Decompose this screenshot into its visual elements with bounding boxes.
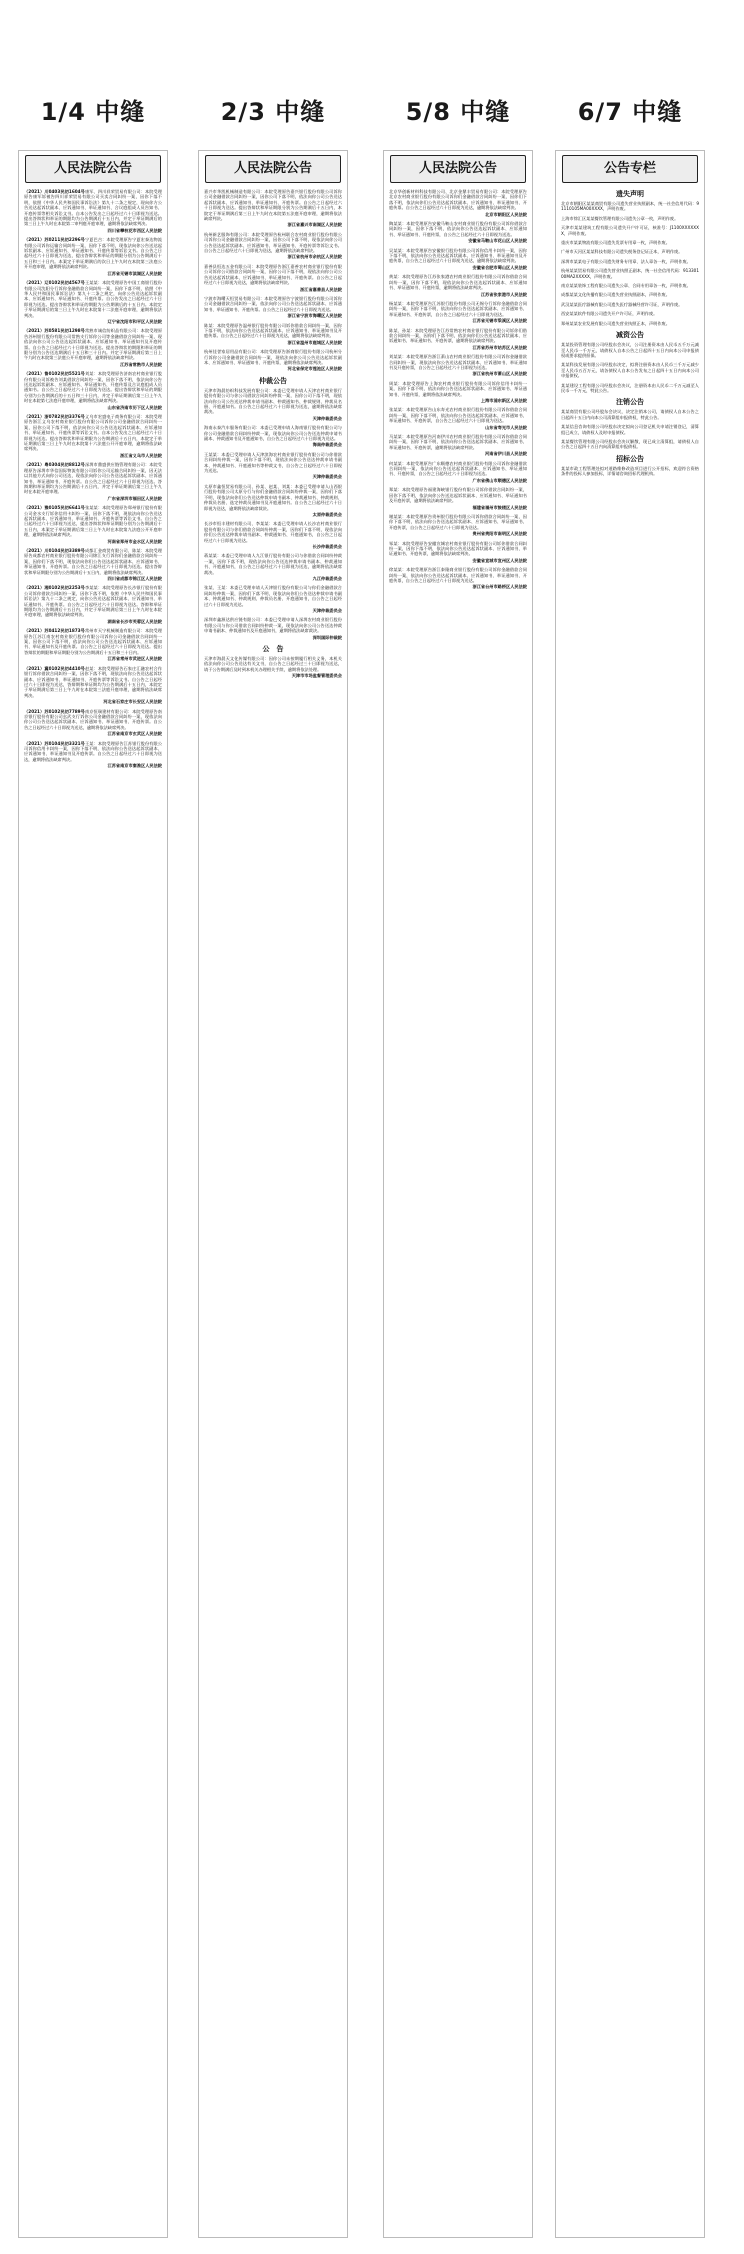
notice-item: [561, 466, 699, 477]
case-number: （2021）苏0581民初1298号: [24, 328, 85, 334]
notice-item: [24, 628, 162, 661]
issuing-authority: 浙江省杭州市余杭区人民法院: [287, 254, 342, 260]
notice-item: [561, 302, 699, 307]
issuing-authority: 山东省寿光市人民法院: [485, 424, 527, 430]
notice-item: [24, 548, 162, 581]
notice-item: [561, 321, 699, 326]
issuing-authority: 浙江省杭州市萧山区人民法院: [472, 371, 527, 377]
column-title: 人民法院公告: [205, 155, 341, 183]
notice-text: 西安某某软件有限公司遗失开户许可证，声明作废。: [561, 311, 658, 317]
notice-item: [204, 189, 342, 228]
issuing-authority: 深圳国际仲裁院: [312, 634, 342, 640]
notice-text: 杨某某：本院受理原告江苏银行股份有限公司无锡分行诉你金融借款合同纠纷一案，因你下落不明，依法向你公告送达起诉状副本、应诉通知书、举证通知书、开庭传票，自公告之日起经过六十日即视为送达。: [389, 300, 527, 317]
notice-item: [204, 656, 342, 679]
notice-text: 重庆市某某物流有限公司遗失发票专用章一枚，声明作废。: [561, 240, 670, 246]
notice-item: [561, 409, 699, 420]
notice-text: 陈某：本院受理原告温州银行股份有限公司诉你借款合同纠纷一案，因你下落不明，依法向你公告送达起诉状副本、应诉通知书、举证通知书及开庭传票。自公告之日起经过六十日即视为送达，逾期将依法缺席判决。: [204, 322, 342, 339]
notice-text: 宁夏巴吉：本院受理原告宁夏宏泰达物流有限公司诉你运输合同纠纷一案，因你下落不明，现依法向你公告送达起诉状副本、应诉通知书、举证通知书、开庭传票等诉讼文书。自公告之日起经过六十日即视为送达，提出答辩状和举证的期限分别为公告期满后十五日和三十日内。本案定于举证期满后的次日上午九时在本院第三法庭公开开庭审理，逾期将依法缺席判决。: [24, 237, 162, 270]
notice-item: [561, 292, 699, 297]
notice-item: [561, 259, 699, 264]
issuing-authority: 浙江省台州市路桥区人民法院: [472, 584, 527, 590]
issuing-authority: 江苏省南京市玄武区人民法院: [107, 731, 162, 737]
notice-text: 何某某：本院受理原告广东顺德农村商业银行股份有限公司诉你金融借款合同纠纷一案，依法向你公告送达起诉状副本、应诉通知书、举证通知书、开庭传票，自公告之日起经过六十日即视为送达。: [389, 460, 527, 477]
notice-item: [561, 424, 699, 435]
section-title: 遗失声明: [616, 190, 644, 198]
issuing-authority: 河北省保定市莲池区人民法院: [287, 366, 342, 372]
issuing-authority: 长沙仲裁委员会: [312, 543, 342, 549]
notice-item: [389, 461, 527, 484]
seam-label-1: 1/4 中缝: [40, 98, 146, 126]
notice-text: 上海市徐汇区某某餐饮管理有限公司遗失公章一枚，声明作废。: [561, 215, 679, 221]
notice-item: [389, 354, 527, 377]
notice-text: 某某市政工程管理处拟对道路维修改造项目进行公开招标，欢迎符合资格条件的投标人参加投标，详情请咨询招标代理机构。: [561, 465, 699, 477]
notice-item: [389, 487, 527, 510]
notice-item: [561, 311, 699, 316]
notice-item: [389, 407, 527, 430]
issuing-authority: 湖南省长沙市芙蓉区人民法院: [107, 618, 162, 624]
notice-text: 刘某某：本院受理原告浙江萧山农村商业银行股份有限公司诉你金融借款合同纠纷一案，现依法向你公告送达起诉状副本、应诉通知书、举证通知书及开庭传票，自公告之日起经过六十日即视为送达。: [389, 354, 527, 370]
notice-item: [389, 221, 527, 244]
notice-text: 南京某某装饰工程有限公司遗失公章、合同专用章各一枚，声明作废。: [561, 283, 691, 289]
issuing-authority: 天津仲裁委员会: [312, 608, 342, 613]
section-title: 公 告: [262, 645, 284, 654]
case-number: （2021）湘0102民初2253号: [24, 585, 85, 591]
court-notice-column-2: [198, 150, 348, 2238]
issuing-authority: 天津仲裁委员会: [312, 474, 342, 480]
notice-item: [204, 349, 342, 372]
notice-item: [24, 505, 162, 544]
notice-item: [561, 240, 699, 245]
notice-item: [561, 362, 699, 378]
column-title: 公告专栏: [562, 155, 698, 183]
notice-item: [561, 383, 699, 394]
issuing-authority: 辽宁省沈阳市和平区人民法院: [107, 318, 162, 324]
announcement-column-4: [555, 150, 705, 2238]
notice-item: [389, 541, 527, 564]
case-number: （2021）冀0102民初4410号: [24, 665, 85, 671]
notice-item: [204, 388, 342, 421]
notice-item: [389, 274, 527, 297]
notice-text: 黄某：本院受理原告江苏张家港农村商业银行股份有限公司诉你借款合同纠纷一案，因你下落不明，现依法向你公告送达起诉状副本、应诉通知书、举证通知书、开庭传票，逾期将依法缺席判决。: [389, 274, 527, 291]
seam-label-4: 6/7 中缝: [577, 98, 683, 126]
issuing-authority: 安徽省宣城市宣州区人民法院: [472, 557, 527, 563]
issuing-authority: 海南仲裁委员会: [312, 442, 342, 448]
notice-text: 长沙市恒丰建材有限公司、李某某：本委已受理申请人长沙农村商业银行股份有限公司与你们借款合同纠纷仲裁一案，因你们下落不明，现依法向你们公告送达仲裁申请书副本、仲裁通知书、开庭通知书，自公告之日起经过六十日即视为送达。: [204, 521, 342, 543]
issuing-authority: 广东省深圳市福田区人民法院: [107, 495, 162, 501]
notice-item: [389, 248, 527, 271]
notice-text: 某某科技发展有限公司经股东决定，拟将注册资本由人民币三千万元减少至人民币五百万元，请各债权人自本公告发布之日起四十五日内向本公司申报债权。: [561, 362, 699, 379]
notice-item: [204, 617, 342, 640]
notice-text: 王某：本院受理原告江苏银行股份有限公司诉你信用卡纠纷一案，因你下落不明，依法向你公告送达起诉状副本、应诉通知书、举证通知书及开庭传票。自公告之日起经过六十日即视为送达，逾期将依法缺席判决。: [24, 740, 162, 762]
notice-text: 周某：本院受理原告上海农村商业银行股份有限公司诉你信用卡纠纷一案，因你下落不明，依法向你公告送达起诉状副本、应诉通知书、举证通知书、开庭传票，逾期将依法缺席判决。: [389, 380, 527, 397]
notice-item: [204, 232, 342, 260]
notice-item: [389, 381, 527, 404]
notice-item: [561, 216, 699, 221]
notice-item: [389, 301, 527, 324]
issuing-authority: 九江仲裁委员会: [312, 575, 342, 581]
issuing-authority: 江苏省常州市武进区人民法院: [107, 656, 162, 662]
notice-item: [204, 323, 342, 346]
case-number: （2021）川0104民初3389号: [24, 547, 85, 553]
notice-text: 李某某：本院受理原告长沙银行股份有限公司诉你借款合同纠纷一案，因你下落不明，依照《中华人民共和国民事诉讼法》第九十二条之规定，向你公告送达起诉状副本、应诉通知书、举证通知书、开庭传票。自公告之日起经过六十日即视为送达。答辩和举证期限均为公告期满后十五日内，并定于举证期满后第三日上午九时在本院开庭审理，逾期将依法缺席判决。: [24, 585, 162, 618]
case-number: （2021）苏0211民初2296号: [24, 237, 85, 243]
issuing-authority: 江苏省无锡市梁溪区人民法院: [472, 318, 527, 324]
notice-item: [24, 237, 162, 276]
notice-text: 某某信息咨询有限公司经股东决定拟向公司登记机关申请注销登记，清算组已成立，请债权人及时申报债权。: [561, 424, 699, 435]
court-notice-column-3: [383, 150, 533, 2238]
column-body: [19, 189, 167, 769]
notice-item: [24, 280, 162, 324]
court-notice-column-1: [18, 150, 168, 2238]
notice-text: 某某投资管理有限公司经股东会决议，公司注册资本由人民币五千万元减至人民币一千万元，请债权人自本公告之日起四十五日内向本公司申报债权或要求提供担保。: [561, 342, 699, 358]
issuing-authority: 四川省成都市锦江区人民法院: [107, 576, 162, 581]
issuing-authority: 江苏省苏州市姑苏区人民法院: [472, 344, 527, 350]
issuing-authority: 山东省济南市历下区人民法院: [107, 404, 162, 410]
notice-text: 陶某某：本院受理原告安徽马鞍山农村商业银行股份有限公司诉你借款合同纠纷一案，因你下落不明，依法向你公告送达起诉状副本、应诉通知书、举证通知书、开庭传票，自公告之日起经过六十日即视为送达。: [389, 221, 527, 237]
case-number: （2021）苏0102民初7789号: [24, 708, 85, 714]
notice-text: 某某建设工程有限公司经股东会决议，注册资本由人民币二千万元减至人民币一千万元，特此公告。: [561, 382, 699, 393]
notice-text: 张某、王某：本委已受理申请人天津银行股份有限公司与你们金融借款合同纠纷仲裁一案，因你们下落不明，现依法向你们公告送达仲裁申请书副本、仲裁通知书、仲裁规则、仲裁员名册、开庭通知书，自公告之日起经过六十日即视为送达。: [204, 585, 342, 607]
notice-item: [24, 709, 162, 737]
notice-text: 吴某某：本院受理原告安徽银行股份有限公司诉你信用卡纠纷一案，因你下落不明，依法向你公告送达起诉状副本、应诉通知书、举证通知书及开庭传票，自公告之日起经过六十日即视为送达，逾期将依法缺席判决。: [389, 247, 527, 264]
issuing-authority: 江苏省张家港市人民法院: [480, 291, 527, 297]
notice-item: [24, 371, 162, 410]
notice-text: 张某某：本院受理原告郑州银行股份有限公司金水支行诉你信用卡纠纷一案，因你下落不明，现依法向你公告送达起诉状副本、应诉通知书、举证通知书、开庭传票等诉讼文书。自公告之日起经过六十日即视为送达，提出答辩状和举证期限分别为公告期满后十五日内，本案定于举证期满后第三日上午九时在本院第九法庭公开开庭审理，逾期将依法缺席判决。: [24, 505, 162, 538]
notice-text: 海南永泰汽车服务有限公司：本委已受理申请人海南银行股份有限公司与你公司金融借款合同纠纷仲裁一案，现依法向你公司公告送达仲裁申请书副本、仲裁通知书及开庭通知书，自公告之日起经过六十日即视为送达。: [204, 425, 342, 442]
issuing-authority: 浙江省义乌市人民法院: [120, 452, 162, 458]
notice-text: 天津市海晨纺织科技发展有限公司：本委已受理申请人天津农村商业银行股份有限公司与你公司借款合同纠纷仲裁一案，因你公司下落不明，现依法向你公司公告送达仲裁申请书副本、仲裁通知书、仲裁规则、仲裁员名册、开庭通知书。自公告之日起经过六十日即视为送达，逾期将依法缺席裁决。: [204, 387, 342, 415]
notice-text: 杭州新艺服饰有限公司：本院受理原告杭州联合农村商业银行股份有限公司诉你公司金融借款合同纠纷一案，因你公司下落不明，现依法向你公司公告送达起诉状副本、应诉通知书、举证通知书、开庭传票等诉讼文书。自公告之日起经过六十日即视为送达，逾期将依法缺席判决。: [204, 231, 342, 254]
notice-item: [561, 268, 699, 279]
notice-item: [204, 452, 342, 480]
issuing-authority: 天津市市场监督管理委员会: [291, 673, 342, 679]
section-title: 注销公告: [616, 398, 644, 407]
notice-text: 康军、四川祥荣贸易有限公司：本院受理原告康军诉被告四川祥荣贸易有限公司买卖合同纠纷一案，因你下落不明，依照《中华人民共和国民事诉讼法》第九十二条之规定，现向你方公告送达起诉状副本、应诉通知书、举证通知书、合议庭组成人员告知书、开庭传票等相关诉讼文书。自本公告发出之日起经过六十日即视为送达。提出答辩状和举证的期限均为公告期满后十五日内，并定于举证期满后的第三日上午九时在本院第二审判庭开庭审理，逾期将依法缺席判决。: [24, 189, 162, 227]
notice-text: 郑某：本院受理原告福建海峡银行股份有限公司诉你借款合同纠纷一案，因你下落不明，依法向你公告送达起诉状副本、应诉通知书、举证通知书及开庭传票，逾期将依法缺席判决。: [389, 487, 527, 504]
notice-text: 宁波市海曙天恒贸易有限公司：本院受理原告宁波银行股份有限公司诉你公司金融借款合同纠纷一案，依法向你公司公告送达起诉状副本、应诉通知书、举证通知书、开庭传票。自公告之日起经过六十日即视为送达。: [204, 295, 342, 312]
issuing-authority: 福建省福州市鼓楼区人民法院: [472, 504, 527, 510]
case-number: （2021）浙0782民初3376号: [24, 414, 85, 420]
notice-text: 王某某：本委已受理申请人天津滨海农村商业银行股份有限公司与你借款合同纠纷仲裁一案，因你下落不明，现依法向你公告送达仲裁申请书副本、仲裁通知书、开庭通知书等仲裁文书，自公告之日起经过六十日即视为送达。: [204, 451, 342, 474]
notice-text: 天津市海晨天文化传媒有限公司：因你公司未按期履行相关义务，本机关依法向你公司公告送达有关文书，自公告之日起经过三十日即视为送达，请于公告期满后及时到本机关办理相关手续，逾期将依法处理。: [204, 656, 342, 672]
issuing-authority: 河南省伊川县人民法院: [485, 451, 527, 457]
issuing-authority: 广东省佛山市顺德区人民法院: [472, 477, 527, 483]
issuing-authority: 安徽省马鞍山市花山区人民法院: [468, 238, 527, 244]
case-number: （2021）苏0412民初1873号: [24, 628, 85, 634]
section-title: 减资公告: [616, 331, 644, 340]
notice-text: 谢某某：本院受理原告贵州银行股份有限公司诉你借款合同纠纷一案，因你下落不明，依法向你公告送达起诉状副本、应诉通知书、举证通知书、开庭传票，自公告之日起经过六十日即视为送达。: [389, 513, 527, 530]
notice-item: [24, 462, 162, 501]
notice-item: [24, 741, 162, 769]
notice-text: 南京恒瑞建材有限公司：本院受理原告南京银行股份有限公司玄武支行诉你公司金融借款合同纠纷一案，现依法向你公司公告送达起诉状副本、应诉通知书、举证通知书、开庭传票。自公告之日起经过六十日即视为送达，逾期将依法缺席判决。: [24, 708, 162, 730]
notice-text: 徐某某：本院受理原告浙江泰隆商业银行股份有限公司诉你金融借款合同纠纷一案，依法向你公告送达起诉状副本、应诉通知书、举证通知书、开庭传票，自公告之日起经过六十日即视为送达。: [389, 567, 527, 583]
notice-text: 太原市鑫恒贸易有限公司、孙某、赵某、刘某：本委已受理申请人山西银行股份有限公司太原分行与你们金融借款合同纠纷仲裁一案，因你们下落不明，现依法向你们公告送达仲裁申请书副本、仲裁通知书、仲裁规则、仲裁员名册、选定仲裁员通知书及开庭通知书。自公告之日起经过六十日即视为送达，逾期将依法缺席裁决。: [204, 483, 342, 511]
case-number: （2021）辽0102民初4567号: [24, 280, 85, 286]
notice-text: 某某商贸有限公司经股东会决议，决定注销本公司，请债权人自本公告之日起四十五日内向本公司清算组申报债权，特此公告。: [561, 409, 699, 420]
notice-text: 深圳市鼎盛供应链管理有限公司：本院受理原告深圳市华信国际物流有限公司诉你公司运输合同纠纷一案，因无法以其他方式向你公司送达，现依法向你公司公告送达起诉状副本、应诉通知书、举证通知书、开庭传票。自公告之日起经过六十日即视为送达。答辩期和举证期均为公告期满后十五日内，并定于举证期满后第三日上午九时在本院开庭审理。: [24, 462, 162, 495]
notice-text: 张某某：本院受理原告山东寿光农村商业银行股份有限公司诉你借款合同纠纷一案，因你下落不明，依法向你公告送达起诉状副本、应诉通知书、举证通知书、开庭传票，自公告之日起经过六十日即视为送达。: [389, 407, 527, 424]
notice-text: 嘉善县恒达五金有限公司：本院受理原告浙江嘉善农村商业银行股份有限公司诉你公司借款合同纠纷一案，因你公司下落不明，现依法向你公司公告送达起诉状副本、应诉通知书、举证通知书、开庭传票。自公告之日起经过六十日即视为送达，逾期将依法缺席判决。: [204, 263, 342, 286]
notice-item: [24, 189, 162, 233]
notice-text: 北京市朝阳区某某商贸有限公司遗失营业执照副本，统一社会信用代码：91110105MA00XXXX，声明作废。: [561, 201, 699, 212]
notice-item: [204, 585, 342, 613]
column-body: [384, 189, 532, 590]
notice-item: [389, 328, 527, 351]
notice-item: [204, 264, 342, 292]
section-title: 仲裁公告: [259, 376, 287, 385]
issuing-authority: 北京市朝阳区人民法院: [485, 211, 527, 217]
notice-text: 王某某：本院受理原告中国工商银行股份有限公司沈阳分行诉你金融借款合同纠纷一案，因你下落不明，依照《中华人民共和国民事诉讼法》第九十二条之规定，向你公告送达起诉状副本、应诉通知书、举证通知书、开庭传票。自公告发出之日起经过六十日即视为送达。提出答辩状和举证的期限为公告期满后的十五日内。本院定于举证期满后的第三日上午九时在本院第十二法庭开庭审理，逾期将依法判决。: [24, 280, 162, 318]
notice-text: 深圳市某某电子有限公司遗失财务专用章、法人章各一枚，声明作废。: [561, 258, 691, 264]
notice-text: 刘某：本院受理原告济南农村商业银行股份有限公司诉被告刘某借款合同纠纷一案，因你下落不明，依法向你公告送达起诉状副本、应诉通知书、举证通知书、开庭传票及合议庭组成人员通知书。自公告之日起经过六十日即视为送达。提出答辩状和举证的期限分别为公告期满后的十五日和三十日内，并定于举证期满后第三日上午九时在本院第七法庭开庭审理，逾期将依法缺席判决。: [24, 371, 162, 404]
notice-text: 嘉兴市华凯机械制造有限公司：本院受理原告嘉兴银行股份有限公司诉你公司金融借款合同纠纷一案，因你公司下落不明，依法向你公司公告送达起诉状副本、应诉通知书、举证通知书、开庭传票。自公告之日起经过六十日即视为送达。提出答辩状和举证期限分别为公告期满后十五日内，本院定于举证期满后第三日上午九时在本院第五法庭开庭审理，逾期将依法缺席判决。: [204, 189, 342, 222]
notice-item: [204, 425, 342, 448]
notice-text: 陈某、孙某：本院受理原告江苏常熟农村商业银行股份有限公司诉你们借款合同纠纷一案，因你们下落不明，依法向你们公告送达起诉状副本、应诉通知书、举证通知书、开庭传票，逾期将依法缺席判决。: [389, 327, 527, 344]
notice-text: 武汉某某医疗器械有限公司遗失医疗器械经营许可证，声明作废。: [561, 301, 683, 307]
notice-item: [561, 283, 699, 288]
column-title: 人民法院公告: [25, 155, 161, 183]
notice-item: [204, 553, 342, 581]
issuing-authority: 天津仲裁委员会: [312, 415, 342, 421]
notice-text: 常州市天宁机械制造有限公司：本院受理原告江苏江南农村商业银行股份有限公司诉你公司金融借款合同纠纷一案，因你公司下落不明，依法向你公司公告送达起诉状副本、应诉通知书、举证通知书及开庭传票。自公告之日起经过六十日即视为送达。提出答辩状的期限和举证期限分别为公告期满后十五日和三十日内。: [24, 628, 162, 655]
notice-text: 天津市某某建筑工程有限公司遗失开户许可证，核准号：J1100XXXXXXX，声明作废。: [561, 225, 699, 236]
notice-item: [204, 296, 342, 319]
notice-text: 某某餐饮管理有限公司经股东会决议解散，现已成立清算组，请债权人自公告之日起四十五日内向清算组申报债权。: [561, 438, 699, 450]
notice-text: 马某某：本院受理原告河南伊川农村商业银行股份有限公司诉你借款合同纠纷一案，因你下落不明，依法向你公告送达起诉状副本、应诉通知书、举证通知书、开庭传票，逾期将依法缺席判决。: [389, 434, 527, 450]
notice-text: 成都某某文化传播有限公司遗失营业执照副本，声明作废。: [561, 292, 670, 298]
notice-item: [389, 567, 527, 590]
notice-text: 北京华创新材料科技有限公司、北京金鼎丰贸易有限公司：本院受理原告北京农村商业银行股份有限公司诉你们金融借款合同纠纷一案，因你们下落不明，依法向你们公告送达起诉状副本、应诉通知书、举证通知书、开庭传票。自公告之日起经过六十日即视为送达，逾期将依法缺席判决。: [389, 189, 527, 211]
notice-text: 赵某：本院受理原告石家庄汇融农村合作银行诉你借款合同纠纷一案，因你下落不明，现依法向你公告送达起诉状副本、应诉通知书、举证通知书、开庭传票等诉讼文书。自公告之日起经过六十日即视为送达，答辩期和举证期均为公告期满后十五日内，本院定于举证期满后第三日上午九时在本院第三法庭开庭审理，逾期将依法缺席判决。: [24, 665, 162, 698]
issuing-authority: 江苏省无锡市滨湖区人民法院: [107, 270, 162, 276]
case-number: （2021）川0403民初1604号: [24, 189, 85, 194]
notice-item: [24, 666, 162, 705]
issuing-authority: 太原仲裁委员会: [312, 511, 342, 517]
notice-text: 义乌市宏盛电子商务有限公司：本院受理原告浙江义乌农村商业银行股份有限公司诉你公司金融借款合同纠纷一案，因你公司下落不明，依法向你公司公告送达起诉状副本、应诉通知书、举证通知书、开庭传票等诉讼文书。自本公告发出之日起经过六十日即视为送达。提出答辩状和举证期限为公告期满后十五日内，本院定于举证期满后第三日上午九时在本院第十六法庭公开开庭审理，逾期将依法缺席判决。: [24, 414, 162, 452]
notice-item: [561, 439, 699, 450]
notice-text: 深圳市鑫源达供应链有限公司：本委已受理申请人深圳农村商业银行股份有限公司与你公司借款合同纠纷仲裁一案，现依法向你公司公告送达仲裁申请书副本、仲裁通知书及开庭通知书，逾期将依法缺席裁决。: [204, 617, 342, 634]
notice-item: [204, 484, 342, 517]
notice-text: 邹某：本院受理原告安徽宣城农村商业银行股份有限公司诉你借款合同纠纷一案，因你下落不明，依法向你公告送达起诉状副本、应诉通知书、举证通知书、开庭传票，逾期将依法缺席判决。: [389, 540, 527, 557]
notice-text: 常熟市诚信纺织品有限公司：本院受理原告苏州银行股份有限公司常熟支行诉你公司等金融借款合同纠纷一案，现依法向你公司公告送达起诉状副本、应诉通知书、举证通知书及开庭传票。自公告之日起经过六十日即视为送达。提出答辩状的期限和举证的期限分别为公告送达期满后十五日和三十日内。并定于举证期满后第三日上午九时在本院第三法庭公开开庭审理，逾期将依法缺席判决。: [24, 328, 162, 361]
notice-item: [204, 521, 342, 549]
notice-item: [389, 189, 527, 217]
issuing-authority: 贵州省贵阳市南明区人民法院: [472, 531, 527, 537]
notice-item: [561, 249, 699, 254]
issuing-authority: 安徽省合肥市蜀山区人民法院: [472, 264, 527, 270]
notice-item: [24, 414, 162, 458]
issuing-authority: 浙江省嘉兴市南湖区人民法院: [287, 222, 342, 228]
case-number: （2021）豫0105民初6641号: [24, 505, 85, 511]
section-title: 招标公告: [616, 454, 644, 463]
column-title: 人民法院公告: [390, 155, 526, 183]
seam-label-2: 2/3 中缝: [220, 98, 326, 126]
issuing-authority: 上海市浦东新区人民法院: [480, 398, 527, 403]
case-number: （2021）粤0304民初8812号: [24, 462, 85, 468]
issuing-authority: 江苏省南京市秦淮区人民法院: [107, 763, 162, 769]
notice-text: 杭州佳誉家居用品有限公司：本院受理原告浙商银行股份有限公司杭州分行诉你公司金融借款合同纠纷一案，现依法向你公司公告送达起诉状副本、应诉通知书、举证通知书、开庭传票，逾期将依法缺席判决。: [204, 349, 342, 365]
notice-text: 蒋某某：本委已受理申请人九江银行股份有限公司与你借款合同纠纷仲裁一案，因你下落不明，现依法向你公告送达仲裁申请书副本、仲裁通知书、开庭通知书，自公告之日起经过六十日即视为送达，逾期将依法缺席裁决。: [204, 553, 342, 575]
notice-item: [561, 225, 699, 236]
notice-item: [389, 434, 527, 457]
issuing-authority: 浙江省嘉善县人民法院: [300, 286, 342, 292]
notice-item: [24, 328, 162, 367]
case-number: （2021）苏0104民初3321号: [24, 740, 85, 746]
notice-item: [24, 585, 162, 624]
notice-text: 广州市天河区某某科技有限公司遗失税务登记证正本，声明作废。: [561, 249, 683, 255]
notice-text: 成都汇金商贸有限公司、陈某：本院受理原告成都农村商业银行股份有限公司锦江支行诉你们金融借款合同纠纷一案，因你们下落不明，现依法向你们公告送达起诉状副本、应诉通知书、举证通知书、开庭传票。自公告之日起经过六十日即视为送达。提出答辩状和举证期限分别为公告期满后十五日内，逾期将依法缺席判决。: [24, 547, 162, 575]
notice-item: [561, 201, 699, 212]
notice-text: 杭州某某贸易有限公司遗失营业执照正副本，统一社会信用代码：91330100MA2XXXXX，声明作废。: [561, 268, 699, 279]
issuing-authority: 四川省攀枝花市西区人民法院: [107, 227, 162, 233]
notice-text: 郑州某某农业发展有限公司遗失营业执照正本，声明作废。: [561, 320, 670, 326]
column-body: [199, 189, 347, 679]
notice-item: [389, 514, 527, 537]
issuing-authority: 浙江省宁波市海曙区人民法院: [287, 313, 342, 319]
issuing-authority: 江苏省常熟市人民法院: [120, 361, 162, 367]
notice-item: [561, 342, 699, 358]
column-body: [556, 189, 704, 477]
issuing-authority: 浙江省温州市鹿城区人民法院: [287, 339, 342, 345]
issuing-authority: 河南省郑州市金水区人民法院: [107, 538, 162, 544]
seam-label-3: 5/8 中缝: [405, 98, 511, 126]
issuing-authority: 河北省石家庄市长安区人民法院: [103, 699, 162, 705]
case-number: （2021）鲁0102民初5521号: [24, 371, 85, 377]
